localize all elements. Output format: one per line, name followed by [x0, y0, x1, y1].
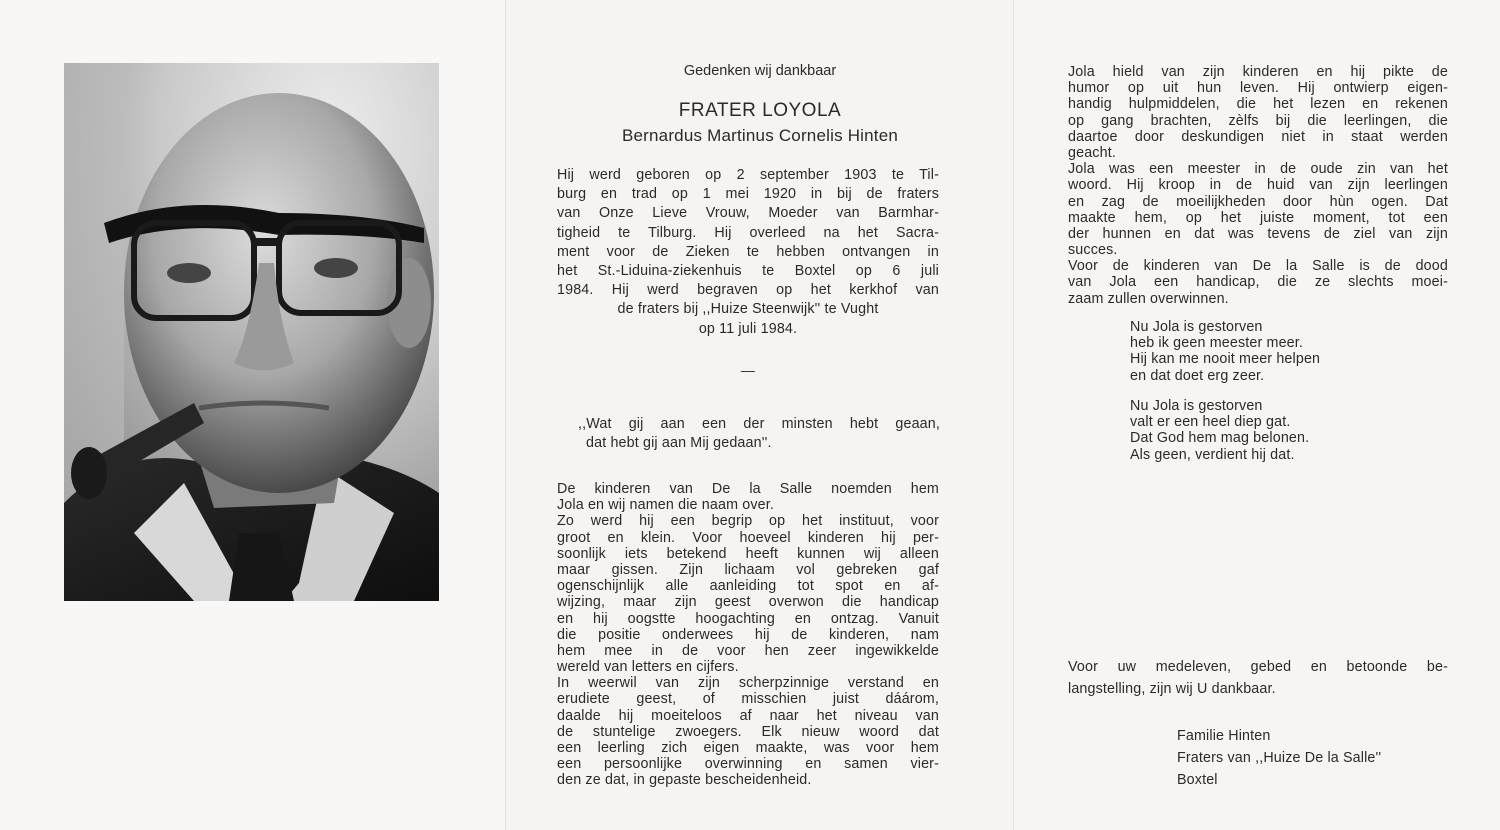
- text-line: succes.: [1068, 242, 1118, 259]
- text-line: humor op uit hun leven. Hij ontwierp eigen-: [1068, 80, 1448, 97]
- poem-line: Nu Jola is gestorven: [1130, 398, 1263, 414]
- signature-line: Boxtel: [1177, 772, 1218, 788]
- signature: [1177, 725, 1477, 791]
- text-line: Jola was een meester in de oude zin van het: [1068, 161, 1448, 178]
- text-line: Jola hield van zijn kinderen en hij pikte de: [1068, 64, 1448, 80]
- poem-stanza-1: [1130, 319, 1430, 384]
- poem-line: valt er een heel diep gat.: [1130, 414, 1291, 431]
- biography-line: het St.-Liduina-ziekenhuis te Boxtel op 6 juli: [557, 262, 939, 279]
- biography-line: de fraters bij ,,Huize Steenwijk'' te Vught: [617, 301, 879, 318]
- biography-line: 1984. Hij werd begraven op het kerkhof van: [557, 282, 939, 299]
- thanks-line: langstelling, zijn wij U dankbaar.: [1068, 681, 1276, 697]
- middle-text: [557, 481, 939, 789]
- biography-line: tigheid te Tilburg. Hij overleed na het Sacra-: [557, 224, 939, 241]
- text-line: In weerwil van zijn scherpzinnige verstand en: [557, 675, 939, 692]
- fold-line-left: [505, 0, 506, 830]
- text-line: ogenschijnlijk alle aanleiding tot spot en af-: [557, 578, 939, 595]
- text-line: maar gissen. Zijn lichaam vol gebreken gaf: [557, 561, 939, 578]
- text-line: den ze dat, in gepaste bescheidenheid.: [557, 772, 812, 789]
- biography-line: burg en trad op 1 mei 1920 in bij de fraters: [557, 186, 939, 203]
- right-text: [1068, 64, 1448, 307]
- poem-line: Als geen, verdient hij dat.: [1130, 446, 1295, 463]
- separator-dash: —: [740, 362, 756, 378]
- poem-line: Dat God hem mag belonen.: [1130, 430, 1310, 447]
- text-line: wijzing, maar zijn geest overwon die handicap: [557, 594, 939, 611]
- poem-line: Hij kan me nooit meer helpen: [1130, 351, 1321, 368]
- text-line: maakte hem, op het juiste moment, tot een: [1068, 209, 1448, 226]
- text-line: een persoonlijke overwinning en samen vier-: [557, 756, 939, 773]
- text-line: Zo werd hij een begrip op het instituut, voor: [557, 513, 939, 530]
- text-line: en zag de moeilijkheden door hùn ogen. Dat: [1068, 193, 1448, 210]
- text-line: der hunnen en dat was tevens de ziel van zijn: [1068, 225, 1448, 242]
- text-line: wereld van letters en cijfers.: [557, 659, 739, 676]
- text-line: De kinderen van De la Salle noemden hem: [557, 481, 939, 497]
- poem-line: heb ik geen meester meer.: [1130, 335, 1304, 352]
- text-line: soonlijk iets betekend heeft kunnen wij alleen: [557, 545, 939, 562]
- text-line: op gang brachten, zèlfs bij die leerlingen, die: [1068, 112, 1448, 129]
- text-line: zaam zullen overwinnen.: [1068, 290, 1229, 307]
- signature-line: Familie Hinten: [1177, 728, 1271, 744]
- header-line: Gedenken wij dankbaar: [683, 63, 837, 79]
- text-line: groot en klein. Voor hoeveel kinderen hij per-: [557, 529, 939, 546]
- text-line: erudiete geest, of misschien juist dáárom,: [557, 691, 939, 708]
- portrait-photo: [64, 63, 439, 601]
- biography-line: op 11 juli 1984.: [698, 320, 798, 337]
- text-line: Jola en wij namen die naam over.: [557, 497, 774, 514]
- portrait-illustration: [64, 63, 439, 601]
- text-line: daartoe door deskundigen niet in staat werden: [1068, 128, 1448, 145]
- poem-line: en dat doet erg zeer.: [1130, 367, 1265, 384]
- text-line: woord. Hij kroop in de huid van zijn leerlingen: [1068, 177, 1448, 194]
- quote: [578, 415, 940, 453]
- text-line: die positie onderwees hij de kinderen, nam: [557, 626, 939, 643]
- text-line: de stuntelige zwoegers. Elk nieuw woord dat: [557, 723, 939, 740]
- signature-line: Fraters van ,,Huize De la Salle'': [1177, 750, 1382, 766]
- text-line: van Jola een handicap, die ze slechts moei-: [1068, 274, 1448, 291]
- biography: [557, 166, 939, 339]
- full-name: Bernardus Martinus Cornelis Hinten: [621, 126, 899, 145]
- page-title: FRATER LOYOLA: [678, 100, 842, 121]
- thanks-note: [1068, 656, 1448, 700]
- text-line: geacht.: [1068, 144, 1116, 161]
- quote-line: ,,Wat gij aan een der minsten hebt geaan,: [578, 416, 940, 432]
- poem-stanza-2: [1130, 398, 1430, 463]
- fold-line-right: [1013, 0, 1014, 830]
- text-line: een leerling zich eigen maakte, was voor hem: [557, 740, 939, 757]
- thanks-line: Voor uw medeleven, gebed en betoonde be-: [1068, 659, 1448, 675]
- biography-line: ment voor de Zieken te hebben ontvangen in: [557, 243, 939, 260]
- biography-line: van Onze Lieve Vrouw, Moeder van Barmhar-: [557, 205, 939, 222]
- quote-line: dat hebt gij aan Mij gedaan''.: [586, 435, 772, 451]
- text-line: en hij oogstte hoogachting en ontzag. Vanuit: [557, 610, 939, 627]
- biography-line: Hij werd geboren op 2 september 1903 te Til-: [557, 167, 939, 183]
- text-line: handig hulpmiddelen, die het lezen en rekenen: [1068, 96, 1448, 113]
- poem-line: Nu Jola is gestorven: [1130, 319, 1263, 335]
- text-line: hem mee in de voor hen zeer ingewikkelde: [557, 642, 939, 659]
- text-line: Voor de kinderen van De la Salle is de dood: [1068, 258, 1448, 275]
- text-line: daalde hij moeiteloos af naar het niveau van: [557, 707, 939, 724]
